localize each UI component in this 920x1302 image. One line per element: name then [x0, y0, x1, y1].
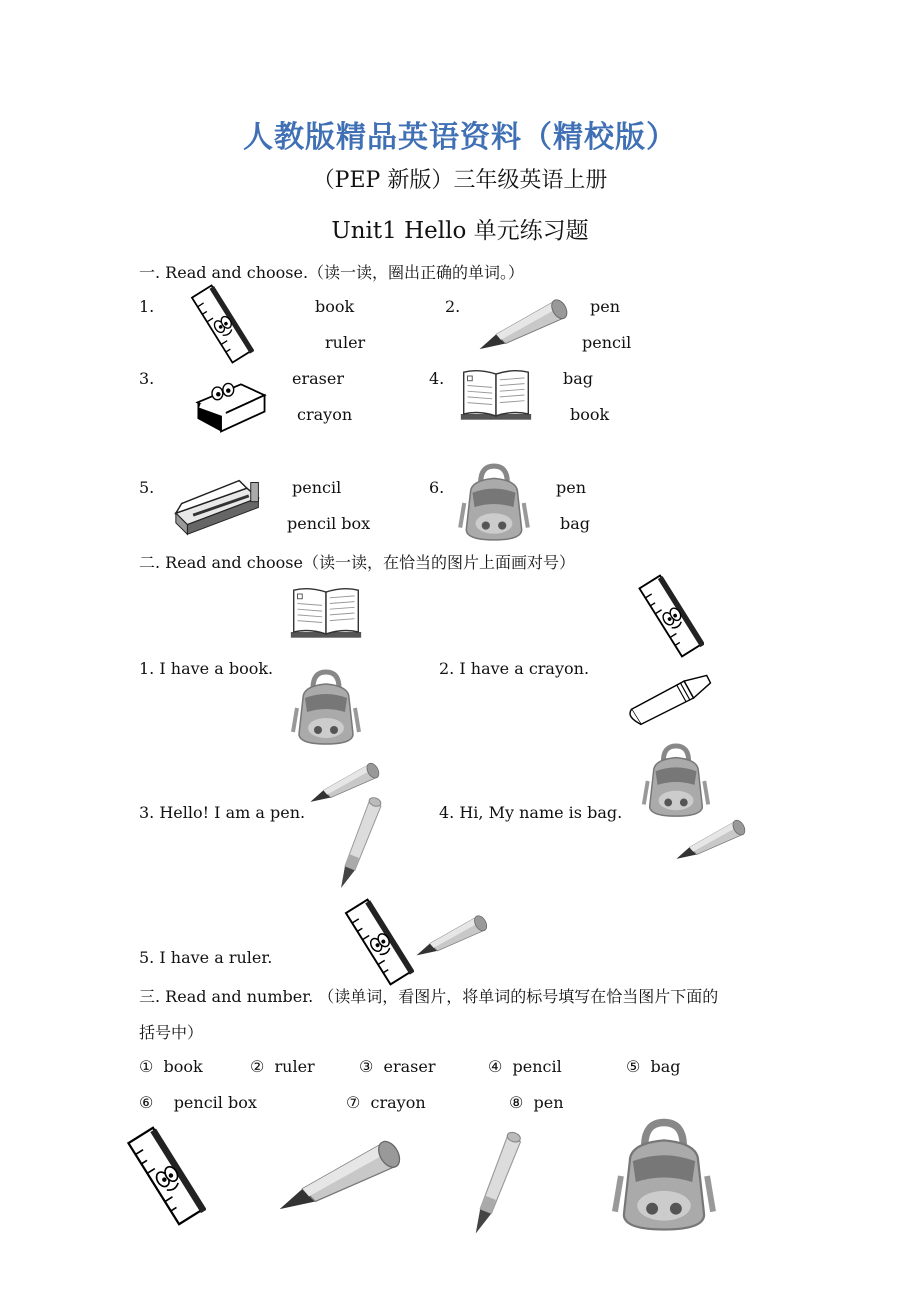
s3-word-3-mark: ③ — [359, 1057, 374, 1076]
s3-word-6 — [139, 1093, 257, 1112]
s3-word-8-text: pen — [533, 1093, 564, 1112]
s1-item2-word2[interactable]: pencil — [582, 333, 632, 352]
s1-ruler-picture — [190, 284, 254, 364]
s2-sentence-4: 4. Hi, My name is bag. — [439, 803, 623, 822]
section2-heading: 二. Read and choose（读一读，在恰当的图片上面画对号） — [139, 553, 575, 572]
s3-word-5-mark: ⑤ — [626, 1057, 641, 1076]
s2-sentence-3: 3. Hello! I am a pen. — [139, 803, 306, 822]
s1-item6-word2[interactable]: bag — [560, 514, 591, 533]
unit-title: Unit1 Hello 单元练习题 — [331, 218, 589, 244]
s1-item3-word1[interactable]: eraser — [292, 369, 344, 388]
s1-book-picture — [458, 366, 534, 424]
s1-item5-word2[interactable]: pencil box — [287, 514, 371, 533]
s1-item4-number: 4. — [429, 369, 445, 388]
s3-word-1-mark: ① — [139, 1057, 154, 1076]
s2-bag-picture[interactable] — [290, 668, 362, 748]
section3-heading-line1: 三. Read and number. （读单词，看图片，将单词的标号填写在恰当图片下面的 — [139, 987, 719, 1006]
s1-item6-number: 6. — [429, 478, 445, 497]
s3-pencil-picture — [272, 1126, 412, 1226]
s2-pen-picture[interactable] — [330, 792, 390, 892]
s1-item5-word1[interactable]: pencil — [292, 478, 342, 497]
s1-item1-word1[interactable]: book — [315, 297, 355, 316]
s1-pencil-box-picture — [172, 474, 268, 538]
s2-ruler-picture[interactable] — [638, 574, 704, 658]
s3-word-6-text: pencil box — [173, 1093, 257, 1112]
s3-word-4-mark: ④ — [488, 1057, 503, 1076]
s2-crayon-picture[interactable] — [624, 668, 718, 728]
s3-word-1 — [139, 1057, 203, 1076]
document-title: 人教版精品英语资料（精校版） — [243, 120, 677, 155]
document-subtitle: （PEP 新版）三年级英语上册 — [312, 168, 608, 193]
s1-pencil-picture — [474, 294, 576, 356]
s1-eraser-picture — [190, 368, 272, 436]
s1-item2-word1[interactable]: pen — [590, 297, 621, 316]
s3-word-6-mark: ⑥ — [139, 1093, 154, 1112]
s3-word-8-mark: ⑧ — [509, 1093, 524, 1112]
s3-word-5-text: bag — [650, 1057, 681, 1076]
s1-item1-number: 1. — [139, 297, 155, 316]
s3-ruler-picture — [126, 1126, 206, 1226]
s2-pencil-picture-2[interactable] — [672, 814, 752, 866]
s3-bag-picture — [612, 1114, 716, 1238]
s3-word-8 — [509, 1093, 564, 1112]
s3-word-3-text: eraser — [383, 1057, 436, 1076]
s1-bag-picture — [458, 462, 530, 544]
section3-heading-line2: 括号中） — [139, 1023, 204, 1042]
s1-item4-word1[interactable]: bag — [563, 369, 594, 388]
s2-bag-picture-2[interactable] — [640, 742, 712, 820]
s2-ruler-picture-2[interactable] — [344, 898, 414, 986]
s3-word-5 — [626, 1057, 681, 1076]
s3-word-4 — [488, 1057, 562, 1076]
s1-item5-number: 5. — [139, 478, 155, 497]
s1-item6-word1[interactable]: pen — [556, 478, 587, 497]
s3-word-7-mark: ⑦ — [346, 1093, 361, 1112]
s2-sentence-1: 1. I have a book. — [139, 659, 274, 678]
s3-word-2 — [250, 1057, 315, 1076]
s2-book-picture[interactable] — [288, 583, 364, 643]
s1-item3-number: 3. — [139, 369, 155, 388]
s1-item1-word2[interactable]: ruler — [325, 333, 366, 352]
s3-pen-picture — [462, 1126, 532, 1238]
s3-word-1-text: book — [163, 1057, 203, 1076]
s3-word-2-mark: ② — [250, 1057, 265, 1076]
s2-sentence-2: 2. I have a crayon. — [439, 659, 590, 678]
s3-word-7 — [346, 1093, 426, 1112]
s3-word-7-text: crayon — [370, 1093, 426, 1112]
s1-item4-word2[interactable]: book — [570, 405, 610, 424]
s3-word-2-text: ruler — [274, 1057, 315, 1076]
s3-word-3 — [359, 1057, 436, 1076]
s1-item3-word2[interactable]: crayon — [297, 405, 353, 424]
s2-pencil-picture-3[interactable] — [412, 910, 494, 962]
s1-item2-number: 2. — [445, 297, 461, 316]
section1-heading: 一. Read and choose.（读一读，圈出正确的单词。） — [139, 263, 525, 282]
s3-word-4-text: pencil — [512, 1057, 562, 1076]
s2-sentence-5: 5. I have a ruler. — [139, 948, 273, 967]
